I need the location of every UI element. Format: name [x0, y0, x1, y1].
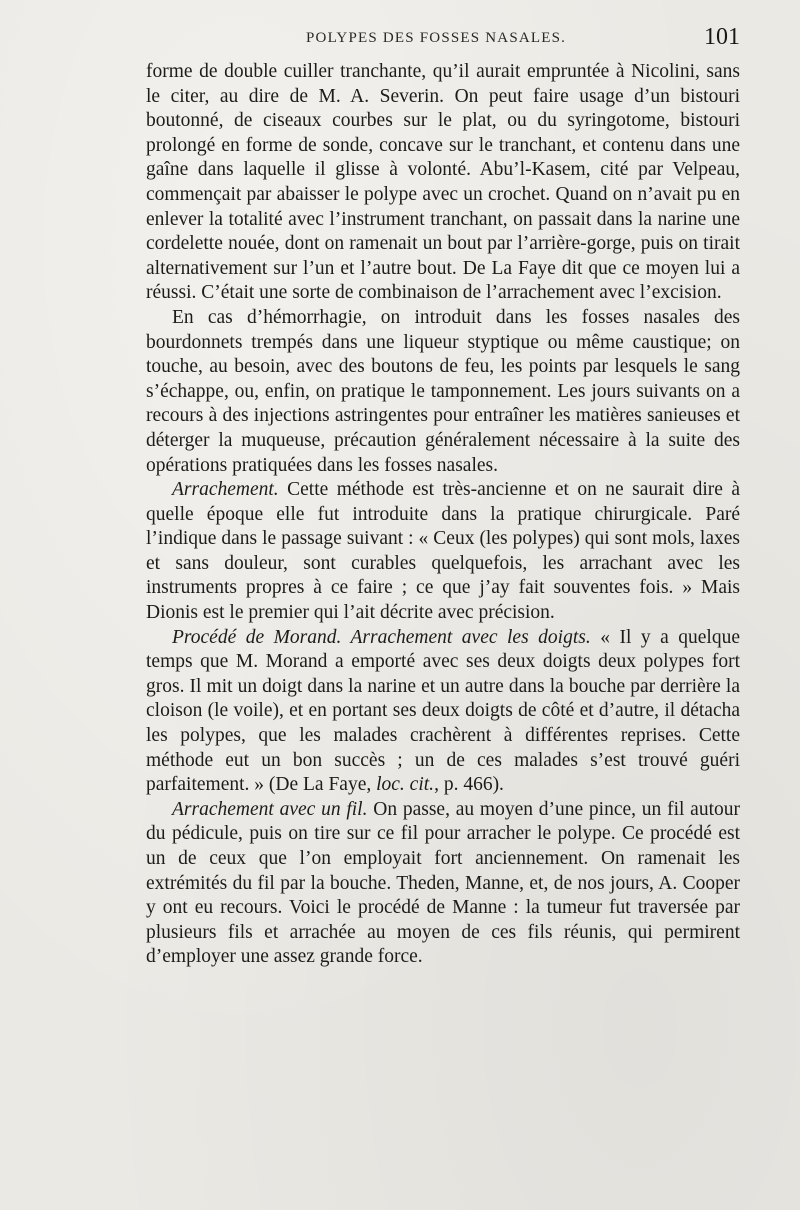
page-number: 101 [704, 24, 740, 50]
paragraph-text: On passe, au moyen d’une pince, un fil autour du pédicule, puis on tire sur ce fil pour arracher le polype. Ce procédé est un de ceux que l’on employait fort anciennement. On ramenait les extrémités du fil par la bouche. Theden, Manne, et, de nos jours, A. Cooper y ont eu recours. Voici le procédé de Manne : la tumeur fut traversée par plusieurs fils et arrachée au moyen de ces fils réunis, qui permirent d’employer une assez grande force. [146, 798, 740, 968]
body-text [146, 60, 740, 970]
paragraph-text: « Il y a quelque temps que M. Morand a emporté avec ses deux doigts deux polypes fort gros. Il mit un doigt dans la narine et un autre dans la bouche par derrière la cloison (le voile), et en portant ses deux doigts de côté et d’autre, il détacha les polypes, que les malades crachèrent à différentes reprises. Cette méthode eut un bon succès ; un de ces malades s’est trouvé guéri parfaitement. » (De La Faye, [146, 626, 740, 796]
paragraph [146, 60, 740, 306]
paragraph-text: En cas d’hémorrhagie, on introduit dans les fosses nasales des bourdonnets trempés dans une liqueur styptique ou même caustique; on touche, au besoin, avec des boutons de feu, les points par lesquels le sang s’échappe, ou, enfin, on pratique le tamponnement. Les jours suivants on a recours à des injections astringentes pour entraîner les matières sanieuses et déterger la muqueuse, précaution généralement nécessaire à la suite des opérations pratiquées dans les fosses nasales. [146, 306, 740, 476]
running-title: POLYPES DES FOSSES NASALES. [306, 30, 567, 46]
paragraph [146, 306, 740, 478]
paragraph [146, 798, 740, 970]
section-heading: Arrachement avec un fil. [172, 798, 368, 820]
paragraph [146, 478, 740, 626]
section-heading: Procédé de Morand. Arrachement avec les doigts. [172, 626, 591, 648]
citation: loc. cit. [376, 774, 435, 796]
section-heading: Arrachement. [172, 479, 279, 501]
paragraph-text-end: , p. 466). [434, 774, 504, 796]
running-head [146, 24, 740, 54]
paragraph-text: Cette méthode est très-ancienne et on ne saurait dire à quelle époque elle fut introduite dans la pratique chirurgicale. Paré l’indique dans le passage suivant : « Ceux (les polypes) qui sont mols, laxes et sans douleur, sont curables quelquefois, les arrachant avec les instruments propres à ce faire ; ce que j’ay fait souventes fois. » Mais Dionis est le premier qui l’ait décrite avec précision. [146, 479, 740, 624]
paragraph-text: forme de double cuiller tranchante, qu’il aurait empruntée à Nicolini, sans le citer, au dire de M. A. Severin. On peut faire usage d’un bistouri boutonné, de ciseaux courbes sur le plat, ou du syringotome, bistouri prolongé en forme de sonde, concave sur le tranchant, et contenu dans une gaîne dans laquelle il glisse à volonté. Abu’l-Kasem, cité par Velpeau, commençait par abaisser le polype avec un crochet. Quand on n’avait pu en enlever la totalité avec l’instrument tranchant, on passait dans la narine une cordelette nouée, dont on ramenait un bout par l’arrière-gorge, puis on tirait alternativement sur l’un et l’autre bout. De La Faye dit que ce moyen lui a réussi. C’était une sorte de combinaison de l’arrachement avec l’excision. [146, 61, 740, 304]
paragraph [146, 626, 740, 798]
